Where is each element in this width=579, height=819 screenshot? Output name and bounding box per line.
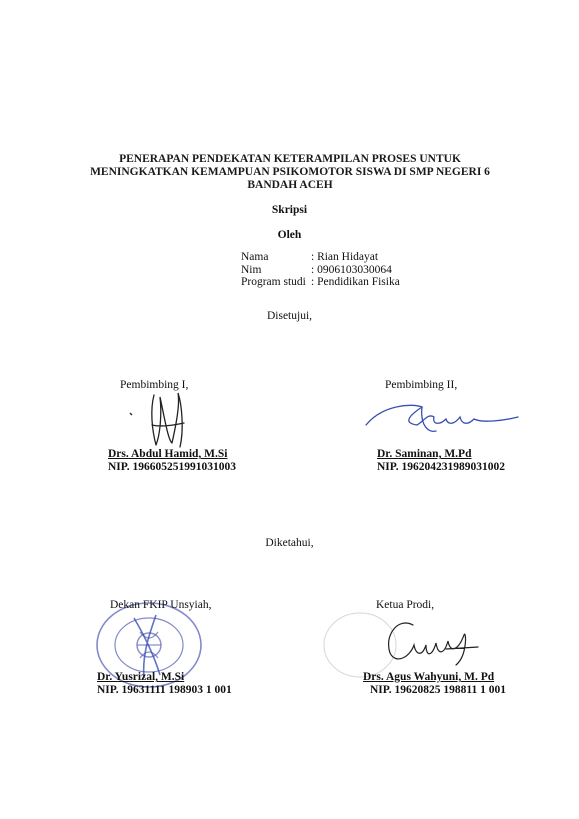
info-key: Nim — [241, 263, 262, 276]
info-key: Nama — [241, 251, 269, 263]
info-value: : Rian Hidayat — [311, 251, 379, 263]
dean-name: Dr. Yusrizal, M.Si — [97, 671, 185, 683]
head-signature — [318, 605, 488, 680]
approved-label: Disetujui, — [266, 310, 313, 322]
supervisor1-nip: NIP. 196605251991031003 — [108, 461, 236, 473]
title-line-3: BANDAH ACEH — [247, 179, 333, 191]
supervisor2-role: Pembimbing II, — [385, 379, 458, 391]
by-label: Oleh — [277, 229, 302, 241]
supervisor1-name: Drs. Abdul Hamid, M.Si — [108, 448, 228, 460]
supervisor2-nip: NIP. 196204231989031002 — [377, 461, 505, 473]
info-value: : Pendidikan Fisika — [311, 276, 400, 288]
head-nip: NIP. 19620825 198811 1 001 — [370, 684, 506, 696]
supervisor2-name: Dr. Saminan, M.Pd — [377, 448, 472, 460]
info-value: : 0906103030064 — [311, 263, 392, 276]
thesis-title — [90, 153, 490, 192]
dean-role: Dekan FKIP Unsyiah, — [110, 599, 212, 611]
head-name: Drs. Agus Wahyuni, M. Pd — [363, 671, 495, 683]
info-row-nim — [241, 264, 400, 277]
title-line-1: PENERAPAN PENDEKATAN KETERAMPILAN PROSES UNTUK — [119, 153, 461, 165]
info-row-program — [241, 276, 400, 289]
dean-nip: NIP. 19631111 198903 1 001 — [97, 684, 232, 696]
info-key: Program studi — [241, 276, 306, 288]
info-row-name — [241, 251, 400, 264]
acknowledged-label: Diketahui, — [265, 537, 314, 549]
supervisor2-signature — [362, 395, 522, 440]
supervisor1-role: Pembimbing I, — [120, 379, 189, 391]
title-line-2: MENINGKATKAN KEMAMPUAN PSIKOMOTOR SISWA DI SMP NEGERI 6 — [90, 166, 490, 178]
head-role: Ketua Prodi, — [376, 599, 435, 611]
student-info — [241, 251, 400, 289]
doc-type: Skripsi — [271, 204, 308, 216]
